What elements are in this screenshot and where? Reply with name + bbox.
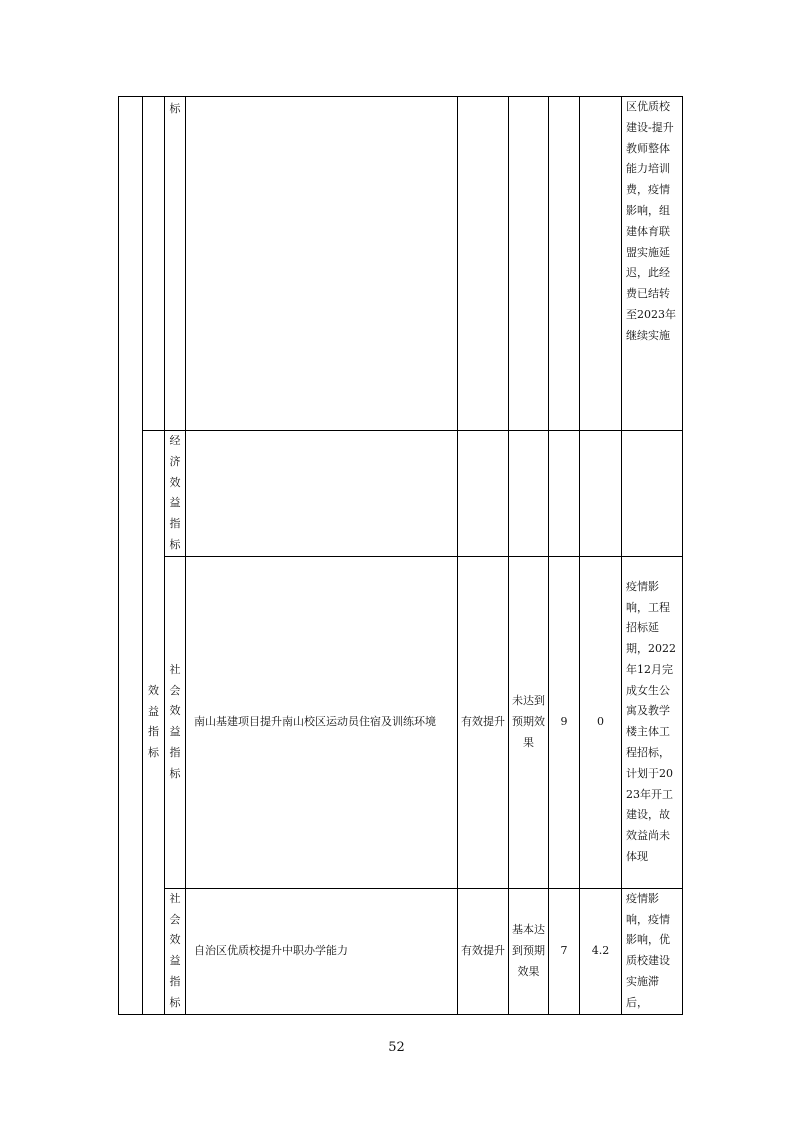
target-cell [458,556,509,888]
target-cell [458,97,509,431]
level3-cell [165,556,186,888]
level2-label: 效益指标 [148,683,159,760]
note-cell [622,97,683,431]
score-cell: 0 [580,556,622,888]
page-number: 52 [388,1040,405,1055]
table-row [119,888,683,1014]
level1-cell [119,97,143,1015]
actual-cell [509,556,549,888]
actual-cell [509,97,549,431]
weight-cell: 9 [549,556,580,888]
level2-cell [143,431,165,1015]
score-cell [580,431,622,557]
level3-label: 标 [169,102,181,115]
note-text: 疫情影响，工程招标延期，2022年12月完成女生公寓及教学楼主体工程招标，计划于2023年开工建设，故效益尚未体现 [626,579,676,864]
actual-text: 未达到预期效果 [512,694,545,749]
target-cell [458,431,509,557]
target-cell [458,888,509,1014]
level3-label: 社会效益指标 [169,662,181,780]
note-cell [622,556,683,888]
level3-label: 经济效益指标 [169,434,181,551]
target-text: 有效提升 [461,943,505,957]
performance-indicator-table [118,96,683,1015]
level3-cell [165,97,186,431]
note-cell [622,888,683,1014]
actual-cell [509,431,549,557]
table-row [119,431,683,557]
level3-cell [165,431,186,557]
actual-cell [509,888,549,1014]
level3-label: 社会效益指标 [169,891,181,1009]
level3-cell [165,888,186,1014]
table-row [119,97,683,431]
weight-cell [549,431,580,557]
note-text: 区优质校建设-提升教师整体能力培训费，疫情影响，组建体育联盟实施延迟，此经费已结转至2023年继续实施 [626,100,676,342]
weight-cell [549,97,580,431]
note-cell [622,431,683,557]
indicator-cell: 自治区优质校提升中职办学能力 [186,888,458,1014]
table-row [119,556,683,888]
score-cell [580,97,622,431]
indicator-cell [186,431,458,557]
target-text: 有效提升 [461,714,505,728]
indicator-cell: 南山基建项目提升南山校区运动员住宿及训练环境 [186,556,458,888]
actual-text: 基本达到预期效果 [512,923,545,978]
level2-cell [143,97,165,431]
note-text: 疫情影响，疫情影响，优质校建设实施滞后， [626,891,670,1009]
score-cell: 4.2 [580,888,622,1014]
weight-cell: 7 [549,888,580,1014]
indicator-cell [186,97,458,431]
